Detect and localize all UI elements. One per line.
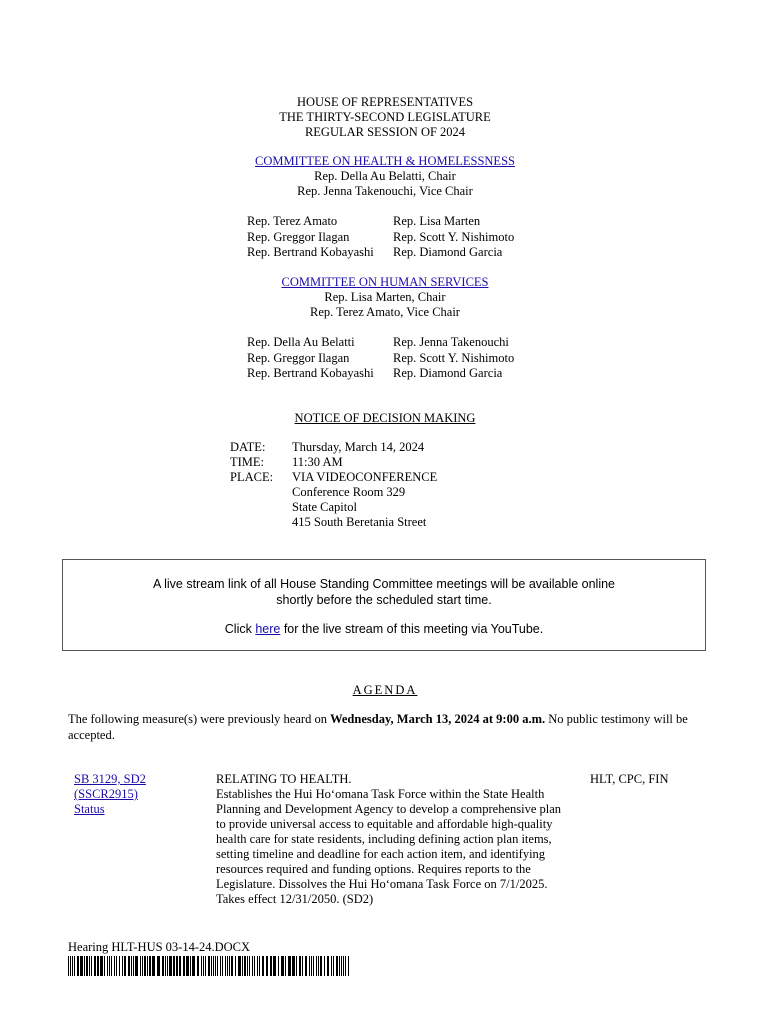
place-line: VIA VIDEOCONFERENCE	[292, 470, 438, 484]
member: Rep. Bertrand Kobayashi	[247, 245, 374, 259]
place-label: PLACE:	[230, 470, 274, 484]
committee-2-members	[247, 335, 514, 382]
member: Rep. Terez Amato	[247, 214, 338, 228]
document-filename: Hearing HLT-HUS 03-14-24.DOCX	[68, 940, 251, 954]
header-line-3: REGULAR SESSION OF 2024	[304, 125, 466, 139]
header-line-2: THE THIRTY-SECOND LEGISLATURE	[279, 110, 491, 124]
bill-desc-line: to provide universal access to equitable and affordable high-quality	[216, 817, 553, 831]
member: Rep. Jenna Takenouchi	[393, 335, 509, 349]
time-label: TIME:	[230, 455, 265, 469]
header-line-1: HOUSE OF REPRESENTATIVES	[296, 95, 474, 109]
bill-desc-line: Establishes the Hui Hoʻomana Task Force within the State Health	[216, 787, 545, 801]
member: Rep. Diamond Garcia	[393, 245, 503, 259]
time-value: 11:30 AM	[292, 455, 343, 469]
bill-desc-line: Planning and Development Agency to develop a comprehensive plan	[216, 802, 562, 816]
member: Rep. Greggor Ilagan	[247, 350, 350, 365]
stream-click-prefix: Click	[224, 622, 256, 636]
bill-status-link[interactable]: Status	[74, 802, 105, 816]
bill-title: RELATING TO HEALTH.	[216, 772, 352, 786]
barcode-image	[68, 956, 350, 976]
document-header	[0, 95, 770, 140]
place-line: State Capitol	[292, 500, 357, 514]
member: Rep. Greggor Ilagan	[247, 229, 350, 244]
stream-notice-line-2: shortly before the scheduled start time.	[276, 592, 492, 607]
committee-1-chair: Rep. Della Au Belatti, Chair	[314, 169, 456, 183]
date-value: Thursday, March 14, 2024	[292, 440, 425, 454]
member: Rep. Scott Y. Nishimoto	[393, 350, 515, 365]
referral-committees: HLT, CPC, FIN	[590, 772, 669, 786]
member: Rep. Bertrand Kobayashi	[247, 366, 374, 380]
member: Rep. Della Au Belatti	[247, 335, 355, 349]
committee-2-chair: Rep. Lisa Marten, Chair	[324, 290, 446, 304]
member: Rep. Diamond Garcia	[393, 366, 503, 380]
member: Rep. Scott Y. Nishimoto	[393, 229, 515, 244]
bill-desc-line: resources required and funding options. Requires reports to the	[216, 862, 531, 876]
previously-heard-note	[68, 712, 708, 743]
agenda-title: AGENDA	[352, 683, 418, 697]
meeting-details	[230, 440, 437, 530]
committee-2-heading	[0, 275, 770, 320]
committee-2-vice-chair: Rep. Terez Amato, Vice Chair	[310, 305, 460, 319]
bill-desc-line: health care for state residents, including defining action plan items,	[216, 832, 552, 846]
bill-description	[216, 772, 576, 907]
member: Rep. Lisa Marten	[393, 214, 481, 228]
bill-number-link[interactable]: SB 3129, SD2	[74, 772, 146, 786]
live-stream-notice-box	[62, 559, 706, 651]
stream-click-suffix: for the live stream of this meeting via YouTube.	[280, 622, 544, 636]
prev-prefix: The following measure(s) were previously heard on	[68, 712, 331, 726]
date-label: DATE:	[230, 440, 266, 454]
committee-2-link[interactable]: COMMITTEE ON HUMAN SERVICES	[281, 275, 489, 289]
youtube-stream-link[interactable]: here	[255, 622, 281, 636]
notice-title: NOTICE OF DECISION MAKING	[294, 411, 476, 425]
stream-notice-line-1: A live stream link of all House Standing Committee meetings will be available online	[152, 577, 616, 591]
committee-1-link[interactable]: COMMITTEE ON HEALTH & HOMELESSNESS	[255, 154, 515, 168]
committee-1-heading	[0, 154, 770, 199]
prev-date: Wednesday, March 13, 2024 at 9:00 a.m.	[330, 712, 546, 726]
committee-report-link[interactable]: (SSCR2915)	[74, 787, 138, 801]
committee-1-members	[247, 214, 514, 261]
committee-1-vice-chair: Rep. Jenna Takenouchi, Vice Chair	[297, 184, 473, 198]
notice-heading	[0, 411, 770, 426]
bill-links	[74, 772, 146, 817]
prev-suffix: No public testimony will be accepted.	[68, 712, 688, 742]
bill-desc-line: setting timeline and deadline for each action item, and identifying	[216, 847, 546, 861]
place-line: 415 South Beretania Street	[292, 515, 427, 529]
stream-click-line	[63, 622, 705, 636]
bill-desc-line: Takes effect 12/31/2050. (SD2)	[216, 892, 374, 906]
place-line: Conference Room 329	[292, 485, 406, 499]
bill-desc-line: Legislature. Dissolves the Hui Hoʻomana Task Force on 7/1/2025.	[216, 877, 548, 891]
